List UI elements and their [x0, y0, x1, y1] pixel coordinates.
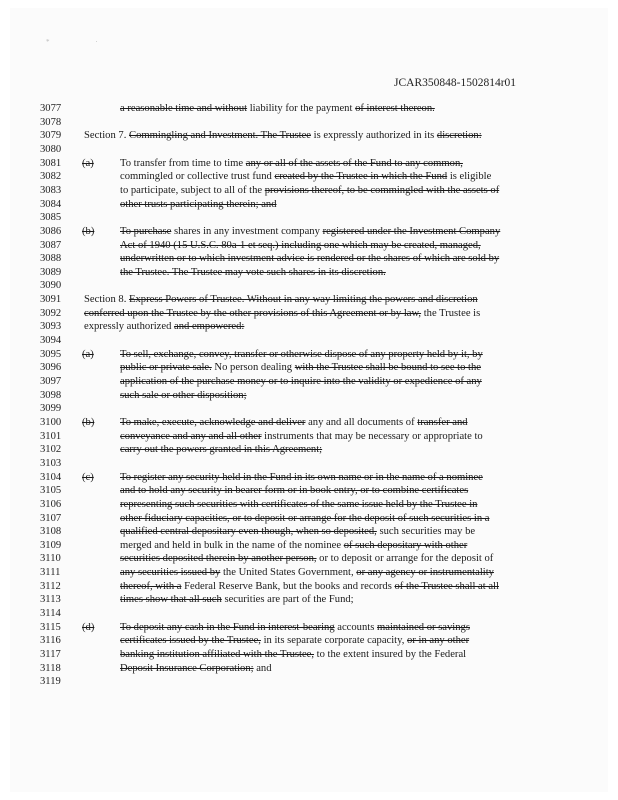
document-line [10, 471, 618, 484]
line-number: 3118 [40, 662, 61, 674]
plain-text: Section 8. [84, 294, 130, 306]
document-line [10, 129, 618, 142]
plain-text: To transfer from time to time [120, 157, 246, 169]
document-line [10, 361, 618, 374]
line-number: 3101 [40, 430, 62, 442]
document-line [10, 348, 618, 361]
line-text [120, 430, 483, 443]
document-line [10, 334, 618, 347]
struck-text: banking institution affiliated with the Trustee, [120, 649, 315, 660]
document-line [10, 198, 618, 211]
struck-text: of such depositary with other [343, 539, 468, 551]
document-line [10, 320, 618, 333]
plain-text: or to deposit or arrange for the deposit of [316, 553, 494, 565]
plain-text: to participate, subject to all of the [120, 184, 265, 196]
struck-text: Commingling and Investment. The Trustee [129, 130, 311, 142]
document-line [10, 293, 618, 306]
document-line [10, 430, 618, 443]
document-line [10, 484, 618, 497]
struck-text: any securities issued by [120, 567, 221, 579]
line-number: 3092 [40, 307, 62, 319]
document-line [10, 307, 618, 320]
line-number: 3112 [40, 580, 61, 592]
plain-text: securities are part of the Fund; [221, 594, 354, 606]
line-number: 3094 [40, 335, 62, 347]
document-line [10, 634, 618, 647]
line-text [120, 580, 499, 593]
struck-text: times show that all such [120, 594, 222, 606]
line-number: 3096 [40, 362, 62, 374]
item-marker: (d) [82, 621, 95, 633]
struck-text: or in any other [407, 635, 470, 647]
line-text [120, 184, 499, 197]
struck-text: conveyance and any and all other [120, 430, 262, 442]
line-number: 3106 [40, 498, 62, 510]
line-number: 3099 [40, 403, 62, 415]
document-line [10, 266, 618, 279]
item-marker: (b) [82, 416, 95, 428]
line-number: 3105 [40, 485, 62, 497]
struck-text: To deposit any cash in the Fund in interest-bearing [120, 621, 335, 633]
line-number: 3119 [40, 676, 61, 688]
line-text [120, 198, 277, 211]
document-line [10, 239, 618, 252]
struck-text: maintained or savings [377, 621, 470, 633]
line-text [84, 320, 244, 333]
line-number: 3104 [40, 471, 62, 483]
document-line [10, 621, 618, 634]
line-text [120, 443, 322, 456]
line-text [120, 512, 489, 525]
struck-text: and empowered: [174, 321, 245, 333]
struck-text: of the Trustee shall at all [394, 580, 499, 592]
plain-text: any and all documents of [305, 416, 418, 428]
line-number: 3103 [40, 457, 62, 469]
line-text [120, 498, 477, 511]
line-number: 3095 [40, 348, 62, 360]
plain-text: No person dealing [211, 362, 295, 374]
line-text [120, 239, 481, 252]
struck-text: To sell, exchange, convey, transfer or otherwise dispose of any property held by it, by [120, 348, 483, 360]
line-number: 3114 [40, 608, 61, 620]
struck-text: any or all of the assets of the Fund to any common, [245, 157, 463, 169]
line-text [84, 307, 480, 320]
line-number: 3100 [40, 416, 62, 428]
document-page [10, 8, 608, 792]
plain-text: instruments that may be necessary or appropriate to [261, 430, 483, 442]
document-line [10, 116, 618, 129]
document-line [10, 566, 618, 579]
struck-text: To make, execute, acknowledge and deliver [120, 416, 306, 428]
struck-text: other trusts participating therein; and [120, 198, 277, 210]
document-line [10, 389, 618, 402]
plain-text: the Trustee is [421, 307, 481, 319]
line-number: 3097 [40, 376, 62, 387]
item-marker: (a) [82, 157, 94, 169]
document-line [10, 402, 618, 415]
line-number: 3082 [40, 171, 62, 183]
plain-text: is expressly authorized in its [310, 130, 437, 142]
document-line [10, 580, 618, 593]
line-number: 3085 [40, 212, 62, 224]
document-line [10, 157, 618, 170]
struck-text: registered under the Investment Company [322, 225, 501, 237]
line-text [120, 102, 435, 115]
line-number: 3107 [40, 512, 62, 524]
struck-text: public or private sale. [120, 362, 212, 374]
document-line [10, 552, 618, 565]
plain-text: merged and held in bulk in the name of the nominee [120, 539, 344, 551]
document-line [10, 184, 618, 197]
document-line [10, 539, 618, 552]
document-line [10, 102, 618, 115]
struck-text: To register any security held in the Fund in its own name or in the name of a nominee [120, 471, 483, 483]
line-number: 3080 [40, 143, 62, 155]
line-number: 3088 [40, 253, 62, 265]
line-text [120, 348, 483, 361]
struck-text: the Trustee. The Trustee may vote such shares in its discretion. [120, 266, 386, 278]
line-number: 3079 [40, 130, 62, 142]
line-number: 3089 [40, 266, 62, 278]
line-number: 3090 [40, 280, 62, 292]
line-number: 3108 [40, 526, 62, 538]
struck-text: Express Powers of Trustee. Without in any way limiting the powers and discretion [129, 294, 478, 306]
struck-text: carry out the powers granted in this Agreement; [120, 444, 323, 456]
struck-text: and to hold any security in bearer form or in book entry, or to combine certificates [120, 485, 469, 497]
line-number: 3084 [40, 198, 62, 210]
struck-text: discretion: [436, 130, 482, 142]
document-line [10, 143, 618, 156]
line-text [84, 129, 482, 142]
document-line [10, 607, 618, 620]
document-line [10, 675, 618, 688]
line-text [120, 634, 469, 647]
line-number: 3087 [40, 239, 62, 251]
plain-text: accounts [334, 621, 377, 633]
struck-text: representing such securities with certificates of the same issue held by the Trustee in [120, 498, 478, 510]
line-text [120, 252, 499, 265]
document-line [10, 648, 618, 661]
struck-text: qualified central depositary even though, when so deposited, [120, 526, 377, 538]
document-line [10, 512, 618, 525]
line-number: 3111 [40, 567, 61, 579]
line-text [120, 593, 354, 606]
struck-text: Act of 1940 (15 U.S.C. 80a-1 et seq.) including one which may be created, managed, [120, 239, 481, 251]
struck-text: created by the Trustee in which the Fund [274, 171, 448, 183]
line-number: 3117 [40, 649, 61, 660]
line-text [120, 621, 470, 634]
struck-text: thereof, with a [120, 580, 182, 592]
document-line [10, 279, 618, 292]
document-line [10, 252, 618, 265]
document-id: JCAR350848-1502814r01 [394, 77, 517, 89]
document-line [10, 170, 618, 183]
line-text [120, 416, 468, 429]
line-number: 3098 [40, 389, 62, 401]
line-number: 3078 [40, 116, 62, 128]
plain-text: to the extent insured by the Federal [314, 649, 467, 660]
document-line [10, 375, 618, 388]
struck-text: securities deposited therein by another person, [120, 553, 317, 565]
struck-text: a reasonable time and without [120, 103, 248, 114]
document-line [10, 525, 618, 538]
line-number: 3083 [40, 184, 62, 196]
line-text [120, 225, 500, 238]
struck-text: application of the purchase money or to inquire into the validity or expedience of any [120, 376, 482, 387]
scan-specks: * · [46, 38, 120, 46]
line-number: 3093 [40, 321, 62, 333]
struck-text: provisions thereof, to be commingled with the assets of [264, 184, 500, 196]
line-text [120, 484, 468, 497]
line-text [84, 293, 478, 306]
item-marker: (a) [82, 348, 94, 360]
plain-text: the United States Government, [220, 567, 357, 579]
document-line [10, 498, 618, 511]
struck-text: To purchase [120, 225, 172, 237]
struck-text: conferred upon the Trustee by the other provisions of this Agreement or by law, [84, 307, 422, 319]
struck-text: transfer and [417, 416, 468, 428]
document-line [10, 225, 618, 238]
plain-text: Section 7. [84, 130, 130, 142]
document-line [10, 457, 618, 470]
line-text [120, 266, 386, 279]
plain-text: shares in any investment company [171, 225, 323, 237]
document-line [10, 211, 618, 224]
line-text [120, 375, 482, 388]
plain-text: expressly authorized [84, 321, 175, 333]
line-text [120, 471, 483, 484]
line-number: 3109 [40, 539, 62, 551]
plain-text: liability for the payment [247, 103, 356, 114]
line-text [120, 539, 467, 552]
line-text [120, 525, 475, 538]
line-text [120, 170, 491, 183]
struck-text: Deposit Insurance Corporation; [120, 662, 254, 674]
line-text [120, 361, 481, 374]
document-line [10, 416, 618, 429]
item-marker: (c) [82, 471, 94, 483]
item-marker: (b) [82, 225, 95, 237]
struck-text: underwritten or to which investment advice is rendered or the shares of which are sold by [120, 253, 500, 265]
line-number: 3102 [40, 444, 62, 456]
line-text [120, 157, 463, 170]
line-number: 3081 [40, 157, 62, 169]
plain-text: commingled or collective trust fund [120, 171, 275, 183]
line-number: 3113 [40, 594, 61, 606]
struck-text: or any agency or instrumentality [356, 567, 494, 579]
plain-text: and [253, 662, 272, 674]
line-number: 3077 [40, 103, 62, 114]
line-number: 3115 [40, 621, 61, 633]
struck-text: of interest thereon. [355, 103, 435, 114]
line-number: 3110 [40, 553, 61, 565]
line-text [120, 389, 247, 402]
line-number: 3116 [40, 635, 61, 647]
line-text [120, 648, 466, 661]
struck-text: with the Trustee shall be bound to see to the [294, 362, 482, 374]
plain-text: such securities may be [376, 526, 476, 538]
document-line [10, 662, 618, 675]
line-number: 3086 [40, 225, 62, 237]
document-line [10, 443, 618, 456]
line-text [120, 662, 272, 675]
plain-text: Federal Reserve Bank, but the books and records [181, 580, 395, 592]
plain-text: is eligible [447, 171, 492, 183]
line-text [120, 552, 493, 565]
struck-text: other fiduciary capacities, or to deposit or arrange for the deposit of such securities in a [120, 512, 490, 524]
plain-text: in its separate corporate capacity, [260, 635, 408, 647]
document-line [10, 593, 618, 606]
struck-text: certificates issued by the Trustee, [120, 635, 261, 647]
line-text [120, 566, 494, 579]
struck-text: such sale or other disposition; [120, 389, 247, 401]
line-number: 3091 [40, 294, 62, 306]
